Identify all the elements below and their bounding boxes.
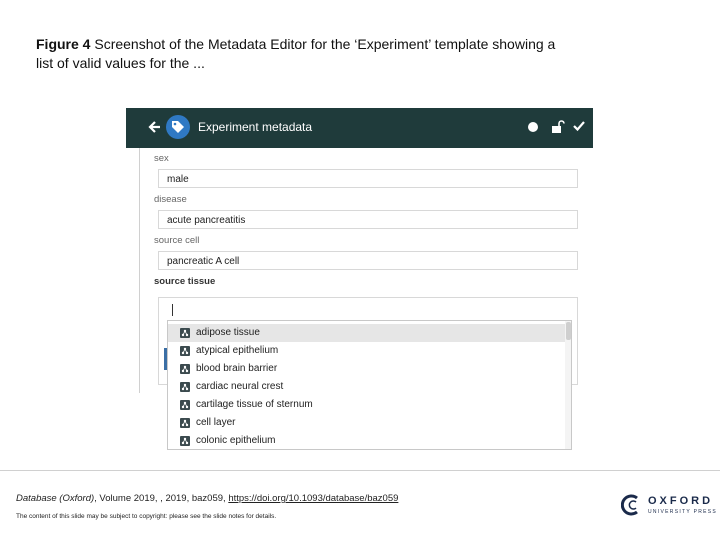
scrollbar-thumb[interactable] [566, 322, 571, 340]
text-cursor [172, 304, 173, 316]
list-item[interactable] [168, 396, 565, 414]
source-cell-field[interactable]: pancreatic A cell [158, 251, 578, 270]
editor-title: Experiment metadata [198, 120, 313, 134]
field-label-disease: disease [154, 194, 187, 205]
list-item-label: atypical epithelium [196, 345, 279, 356]
ontology-term-icon [180, 382, 190, 392]
copyright-note: The content of this slide may be subject to copyright: please see the slide notes for details. [16, 513, 277, 520]
field-label-source-tissue: source tissue [154, 276, 216, 287]
list-item[interactable] [168, 342, 565, 360]
check-icon[interactable] [572, 119, 586, 138]
sex-field[interactable]: male [158, 169, 578, 188]
editor-topbar [126, 108, 593, 148]
list-item[interactable] [168, 324, 565, 342]
doi-link[interactable]: https://doi.org/10.1093/database/baz059 [228, 493, 399, 504]
caption-text: Screenshot of the Metadata Editor for the ‘Experiment’ template showing a list of valid values for the ... [36, 36, 556, 71]
ontology-term-icon [180, 436, 190, 446]
list-item[interactable] [168, 378, 565, 396]
list-item-label: colonic epithelium [196, 435, 276, 446]
figure-label: Figure 4 [36, 36, 91, 52]
disease-field[interactable]: acute pancreatitis [158, 210, 578, 229]
suggestion-dropdown[interactable] [167, 320, 572, 450]
list-item-label: cardiac neural crest [196, 381, 284, 392]
list-item[interactable] [168, 414, 565, 432]
list-item[interactable] [168, 360, 565, 378]
list-item-label: adipose tissue [196, 327, 260, 338]
list-item-label: blood brain barrier [196, 363, 278, 374]
ontology-term-icon [180, 364, 190, 374]
citation [16, 493, 398, 504]
publisher-name: OXFORD [648, 495, 714, 507]
list-item[interactable] [168, 432, 565, 450]
list-item-label: cartilage tissue of sternum [196, 399, 313, 410]
field-label-sex: sex [154, 153, 169, 164]
ontology-term-icon [180, 346, 190, 356]
ontology-term-icon [180, 328, 190, 338]
unlock-icon[interactable] [551, 120, 565, 139]
list-item-label: cell layer [196, 417, 236, 428]
journal-name: Database (Oxford) [16, 493, 95, 504]
back-arrow-icon[interactable] [148, 117, 164, 137]
publisher-subtitle: UNIVERSITY PRESS [648, 509, 718, 515]
dot-icon[interactable] [528, 122, 538, 132]
ontology-term-icon [180, 418, 190, 428]
dropdown-scrollbar[interactable] [565, 321, 572, 450]
footer-divider [0, 470, 720, 471]
tag-icon [166, 115, 190, 139]
ontology-term-icon [180, 400, 190, 410]
citation-details: , Volume 2019, , 2019, baz059, [94, 493, 229, 504]
figure-caption [36, 35, 556, 73]
oxford-logo-icon [621, 494, 643, 516]
field-label-source-cell: source cell [154, 235, 200, 246]
form-border [139, 148, 140, 393]
